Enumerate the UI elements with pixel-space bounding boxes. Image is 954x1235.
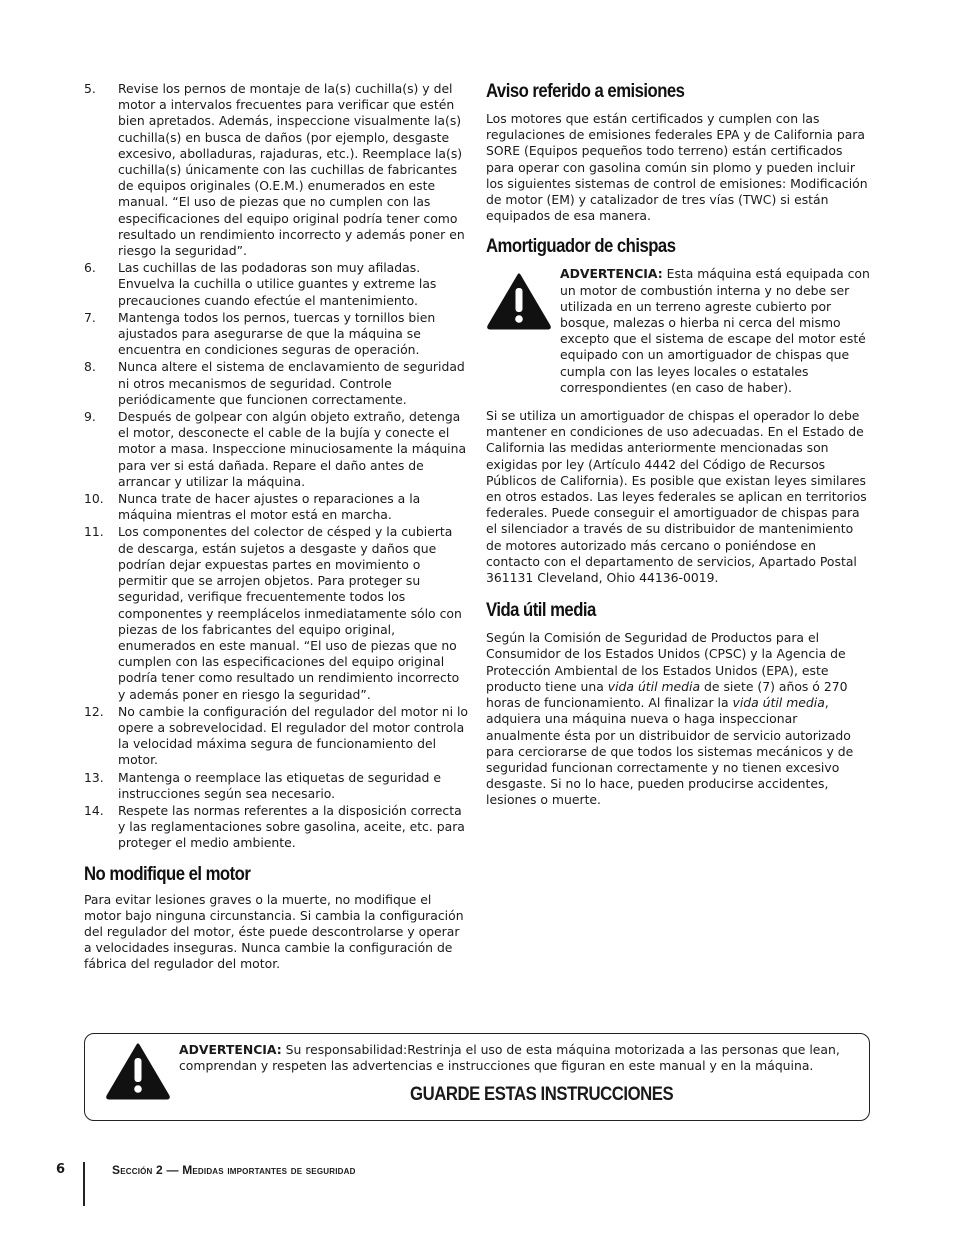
list-item — [84, 704, 470, 769]
warning-label: ADVERTENCIA: — [179, 1042, 282, 1057]
page-number: 6 — [56, 1162, 66, 1177]
item-text: No cambie la configuración del regulador del motor ni lo opere a sobrevelocidad. El regulador del motor controla la velocidad máxima segura de funcionamiento del motor. — [118, 703, 468, 768]
chispas-text: Si se utiliza un amortiguador de chispas el operador lo debe mantener en condiciones de uso adecuadas. En el Estado de California las medidas anteriormente mencionadas son exigidas por ley (Artículo 4442 del Código de Recursos Públicos de California). Es posible que existan leyes similares en otros estados. Las leyes federales se aplican en territorios federales. Puede conseguir el amortiguador de chispas para el silenciador a través de su distribuidor de mantenimiento de motores autorizado más cercano o poniéndose en contacto con el departamento de servicios, Apartado Postal 361131 Cleveland, Ohio 44136-0019. — [486, 408, 867, 586]
item-number: 8. — [84, 359, 96, 375]
vida-emphasis: vida útil media — [607, 678, 701, 694]
responsibility-warning-box — [84, 1033, 870, 1121]
emisiones-text: Los motores que están certificados y cumplen con las regulaciones de emisiones federales EPA y de California para SORE (Equipos pequeños todo terreno) están certificados para operar con gasolina común sin plomo y pueden incluir los siguientes sistemas de control de emisiones: Modificación de motor (EM) y catalizador de tres vías (TWC) si están equipados de esa manera. — [486, 111, 868, 224]
vida-heading: Vida útil media — [486, 600, 596, 622]
item-text: Respete las normas referentes a la disposición correcta y las reglamentaciones sobre gasolina, aceite, etc. para proteger el medio ambiente. — [118, 802, 465, 851]
item-number: 10. — [84, 491, 104, 507]
emisiones-heading: Aviso referido a emisiones — [486, 81, 685, 102]
section-title: Sección 2 — Medidas importantes de seguridad — [112, 1163, 356, 1177]
safety-list — [84, 81, 470, 852]
item-number: 6. — [84, 260, 96, 276]
list-item — [84, 260, 470, 309]
save-instructions-heading: GUARDE ESTAS INSTRUCCIONES — [410, 1084, 674, 1105]
page-footer — [0, 1162, 954, 1212]
item-text: Mantenga todos los pernos, tuercas y tornillos bien ajustados para asegurarse de que la máquina se encuentra en condiciones seguras de operación. — [118, 309, 436, 358]
warning-label: ADVERTENCIA: — [560, 266, 663, 282]
vida-text-part: , adquiera una máquina nueva o haga inspeccionar anualmente ésta por un distribuidor de servicio autorizado para cerciorarse de que todos los sistemas mecánicos y de seguridad funcionan correctamente y no tienen excesivo desgaste. Si no lo hace, pueden producirse accidentes, lesiones o muerte. — [486, 695, 854, 808]
list-item — [84, 409, 470, 490]
vida-text — [486, 630, 872, 808]
footer-divider — [83, 1162, 85, 1206]
item-text: Los componentes del colector de césped y la cubierta de descarga, están sujetos a desgaste y daños que podrían dejar expuestas partes en movimiento o permitir que se arrojen objetos. Para proteger su seguridad, verifique frecuentemente todos los componentes y reemplácelos inmediatamente sólo con piezas de los fabricantes del equipo original, enumerados en este manual. “El uso de piezas que no cumplen con las especificaciones del equipo original podría tener como resultado un rendimiento incorrecto y además poner en riesgo la seguridad”. — [118, 524, 462, 702]
list-item — [84, 491, 470, 523]
chispas-warning — [486, 266, 872, 396]
warning-body: Esta máquina está equipada con un motor de combustión interna y no debe ser utilizada en un terreno agreste cubierto por bosque, malezas o hierba ni cerca del mismo excepto que el sistema de escape del motor esté equipado con un amortiguador de chispas que cumpla con las leyes locales o estatales correspondientes (en caso de haber). — [560, 266, 870, 395]
item-text: Nunca altere el sistema de enclavamiento de seguridad ni otros mecanismos de seguridad. Controle periódicamente que funcionen correctamente. — [118, 359, 465, 407]
list-item — [84, 803, 470, 852]
item-number: 11. — [84, 524, 104, 540]
item-number: 12. — [84, 703, 104, 719]
chispas-warning-text — [560, 266, 872, 396]
warning-triangle-icon — [105, 1042, 171, 1104]
item-text: Revise los pernos de montaje de la(s) cuchilla(s) y del motor a intervalos frecuentes para verificar que estén bien apretados. Además, inspeccione visualmente la(s) cuchilla(s) en busca de daños (por ejemplo, desgaste excesivo, abolladuras, rajaduras, etc.). Reemplace la(s) cuchilla(s) únicamente con las cuchillas de fabricantes de equipos originales (O.E.M.) enumerados en este manual. “El uso de piezas que no cumplen con las especificaciones del equipo original podría tener como resultado un rendimiento incorrecto y además poner en riesgo la seguridad”. — [118, 81, 465, 259]
responsibility-warning-text — [179, 1042, 859, 1074]
item-number: 14. — [84, 802, 104, 818]
item-text: Después de golpear con algún objeto extraño, detenga el motor, desconecte el cable de la bujía y conecte el motor a masa. Inspeccione minuciosamente la máquina para ver si está dañada. Repare el daño antes de arrancar y utilizar la máquina. — [118, 409, 467, 489]
item-number: 5. — [84, 81, 96, 96]
item-text: Nunca trate de hacer ajustes o reparaciones a la máquina mientras el motor está en marcha. — [118, 491, 421, 523]
item-number: 9. — [84, 409, 96, 425]
vida-emphasis: vida útil media — [732, 695, 825, 711]
item-text: Mantenga o reemplace las etiquetas de seguridad e instrucciones según sea necesario. — [118, 769, 441, 801]
warning-triangle-icon — [486, 266, 560, 396]
list-item — [84, 310, 470, 359]
item-text: Las cuchillas de las podadoras son muy afiladas. Envuelva la cuchilla o utilice guantes y extreme las precauciones cuando efectúe el mantenimiento. — [118, 260, 437, 308]
item-number: 7. — [84, 309, 96, 325]
motor-heading: No modifique el motor — [84, 863, 251, 885]
list-item — [84, 770, 470, 802]
list-item — [84, 524, 470, 702]
chispas-heading: Amortiguador de chispas — [486, 236, 676, 258]
left-column — [84, 81, 470, 973]
item-number: 13. — [84, 769, 104, 785]
motor-text: Para evitar lesiones graves o la muerte, no modifique el motor bajo ninguna circunstancia. Si cambia la configuración del regulador del motor, éste puede descontrolarse y operar a velocidades inseguras. Nunca cambie la configuración de fábrica del regulador del motor. — [84, 891, 464, 972]
list-item — [84, 359, 470, 408]
list-item — [84, 81, 470, 259]
vida-text-part: de siete (7) años ó 270 horas de funcionamiento. Al finalizar la — [486, 678, 848, 711]
right-column — [486, 81, 872, 809]
warning-body: Su responsabilidad:Restrinja el uso de esta máquina motorizada a las personas que lean, comprendan y respeten las advertencias e instrucciones que figuran en este manual y en la máquina. — [179, 1042, 840, 1074]
vida-text-part: Según la Comisión de Seguridad de Productos para el Consumidor de los Estados Unidos (CPSC) y la Agencia de Protección Ambiental de los Estados Unidos (EPA), este producto tiene una — [486, 630, 846, 694]
